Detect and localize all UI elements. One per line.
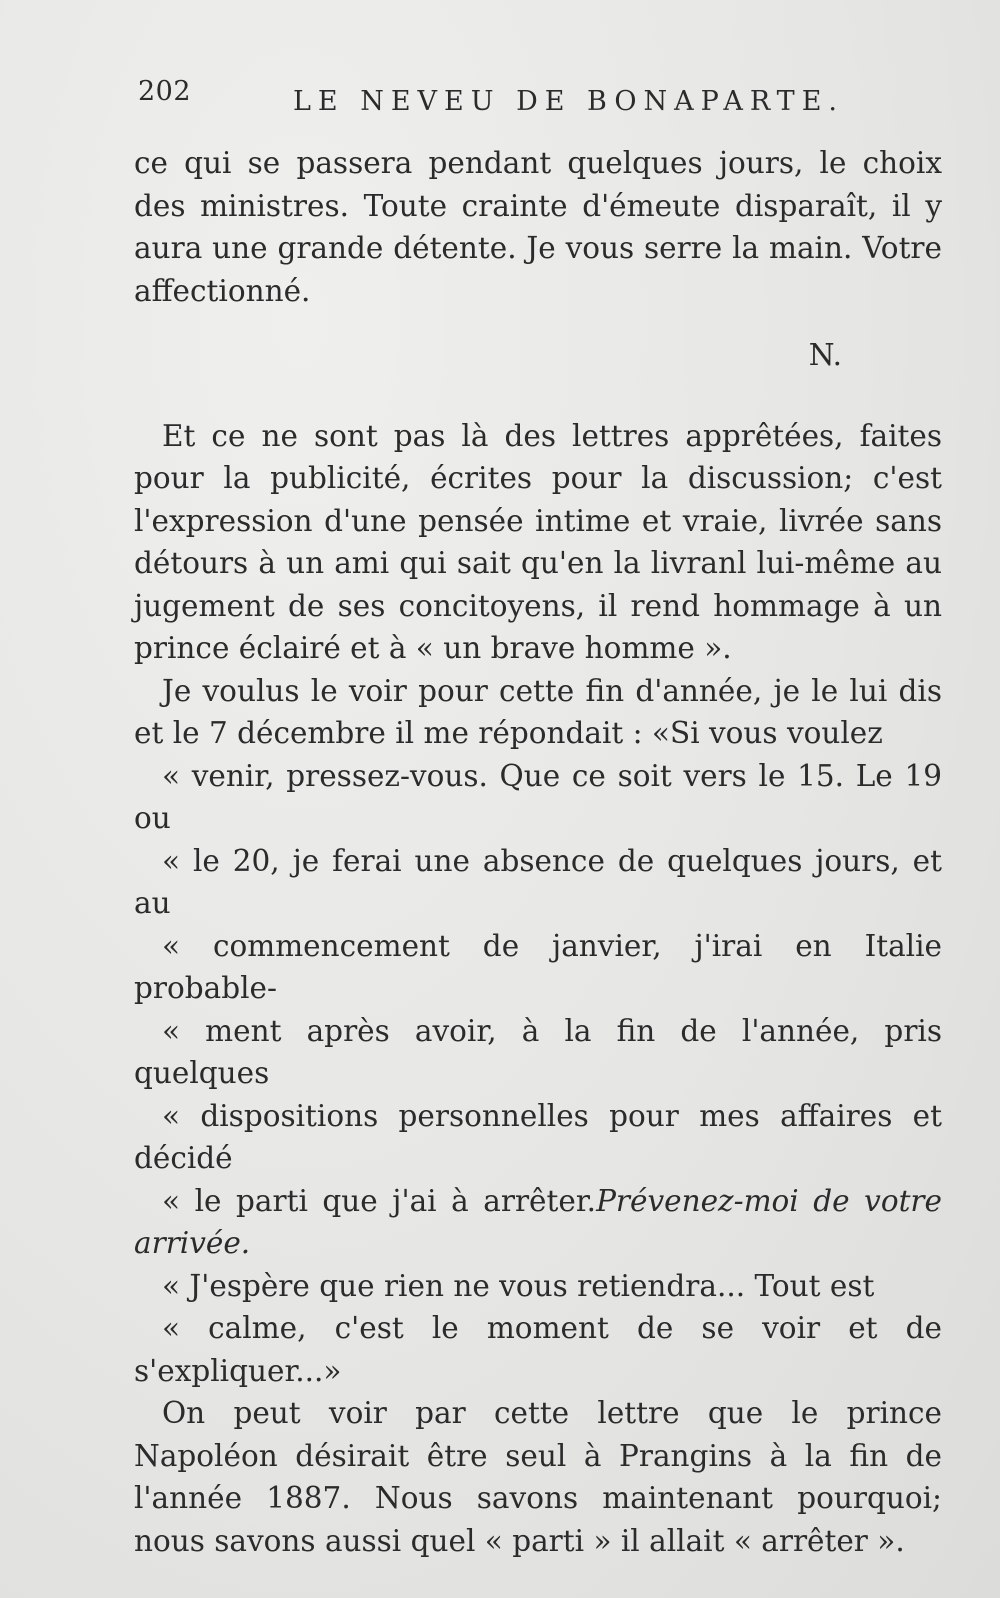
quote-intro: Je voulus le voir pour cette fin d'année, je le lui dis et le 7 décembre il me répondait : «Si vous voulez (134, 673, 942, 750)
paragraph-quoted-letter (134, 670, 942, 1393)
page-header (138, 70, 958, 120)
body-text (134, 142, 942, 1562)
quote-line: « le 20, je ferai une absence de quelques jours, et au (134, 843, 942, 920)
paragraph-conclusion: On peut voir par cette lettre que le prince Napoléon désirait être seul à Prangins à la fin de l'année 1887. Nous savons maintenant pourquoi; nous savons aussi quel « parti » il allait « arrêter ». (134, 1396, 942, 1558)
page-number: 202 (138, 76, 192, 107)
quote-line: « venir, pressez-vous. Que ce soit vers le 15. Le 19 ou (134, 758, 942, 835)
quote-line: « calme, c'est le moment de se voir et de s'expliquer...» (134, 1311, 942, 1388)
quote-line: « dispositions personnelles pour mes affaires et décidé (134, 1098, 942, 1175)
italic-phrase: Prévenez-moi de votre arrivée. (134, 1183, 942, 1260)
quote-line: « J'espère que rien ne vous retiendra... Tout est (162, 1268, 875, 1303)
quote-line: « commencement de janvier, j'irai en Italie probable- (134, 928, 942, 1005)
letter-signature: N. (808, 338, 842, 372)
running-title: LE NEVEU DE BONAPARTE. (293, 86, 844, 117)
paragraph-commentary: Et ce ne sont pas là des lettres apprêtées, faites pour la publicité, écrites pour la discussion; c'est l'expression d'une pensée intime et vraie, livrée sans détours à un ami qui sait qu'en la livranl lui-même au jugement de ses concitoyens, il rend hommage à un prince éclairé et à « un brave homme ». (134, 418, 942, 665)
letter-end-paragraph: ce qui se passera pendant quelques jours, le choix des ministres. Toute crainte d'émeute disparaît, il y aura une grande détente. Je vous serre la main. Votre affectionné. (134, 146, 942, 308)
quote-line-start: « le parti que j'ai à arrêter. (162, 1183, 597, 1218)
quote-line: « ment après avoir, à la fin de l'année, pris quelques (134, 1013, 942, 1090)
quote-line-with-italic (134, 1180, 942, 1265)
